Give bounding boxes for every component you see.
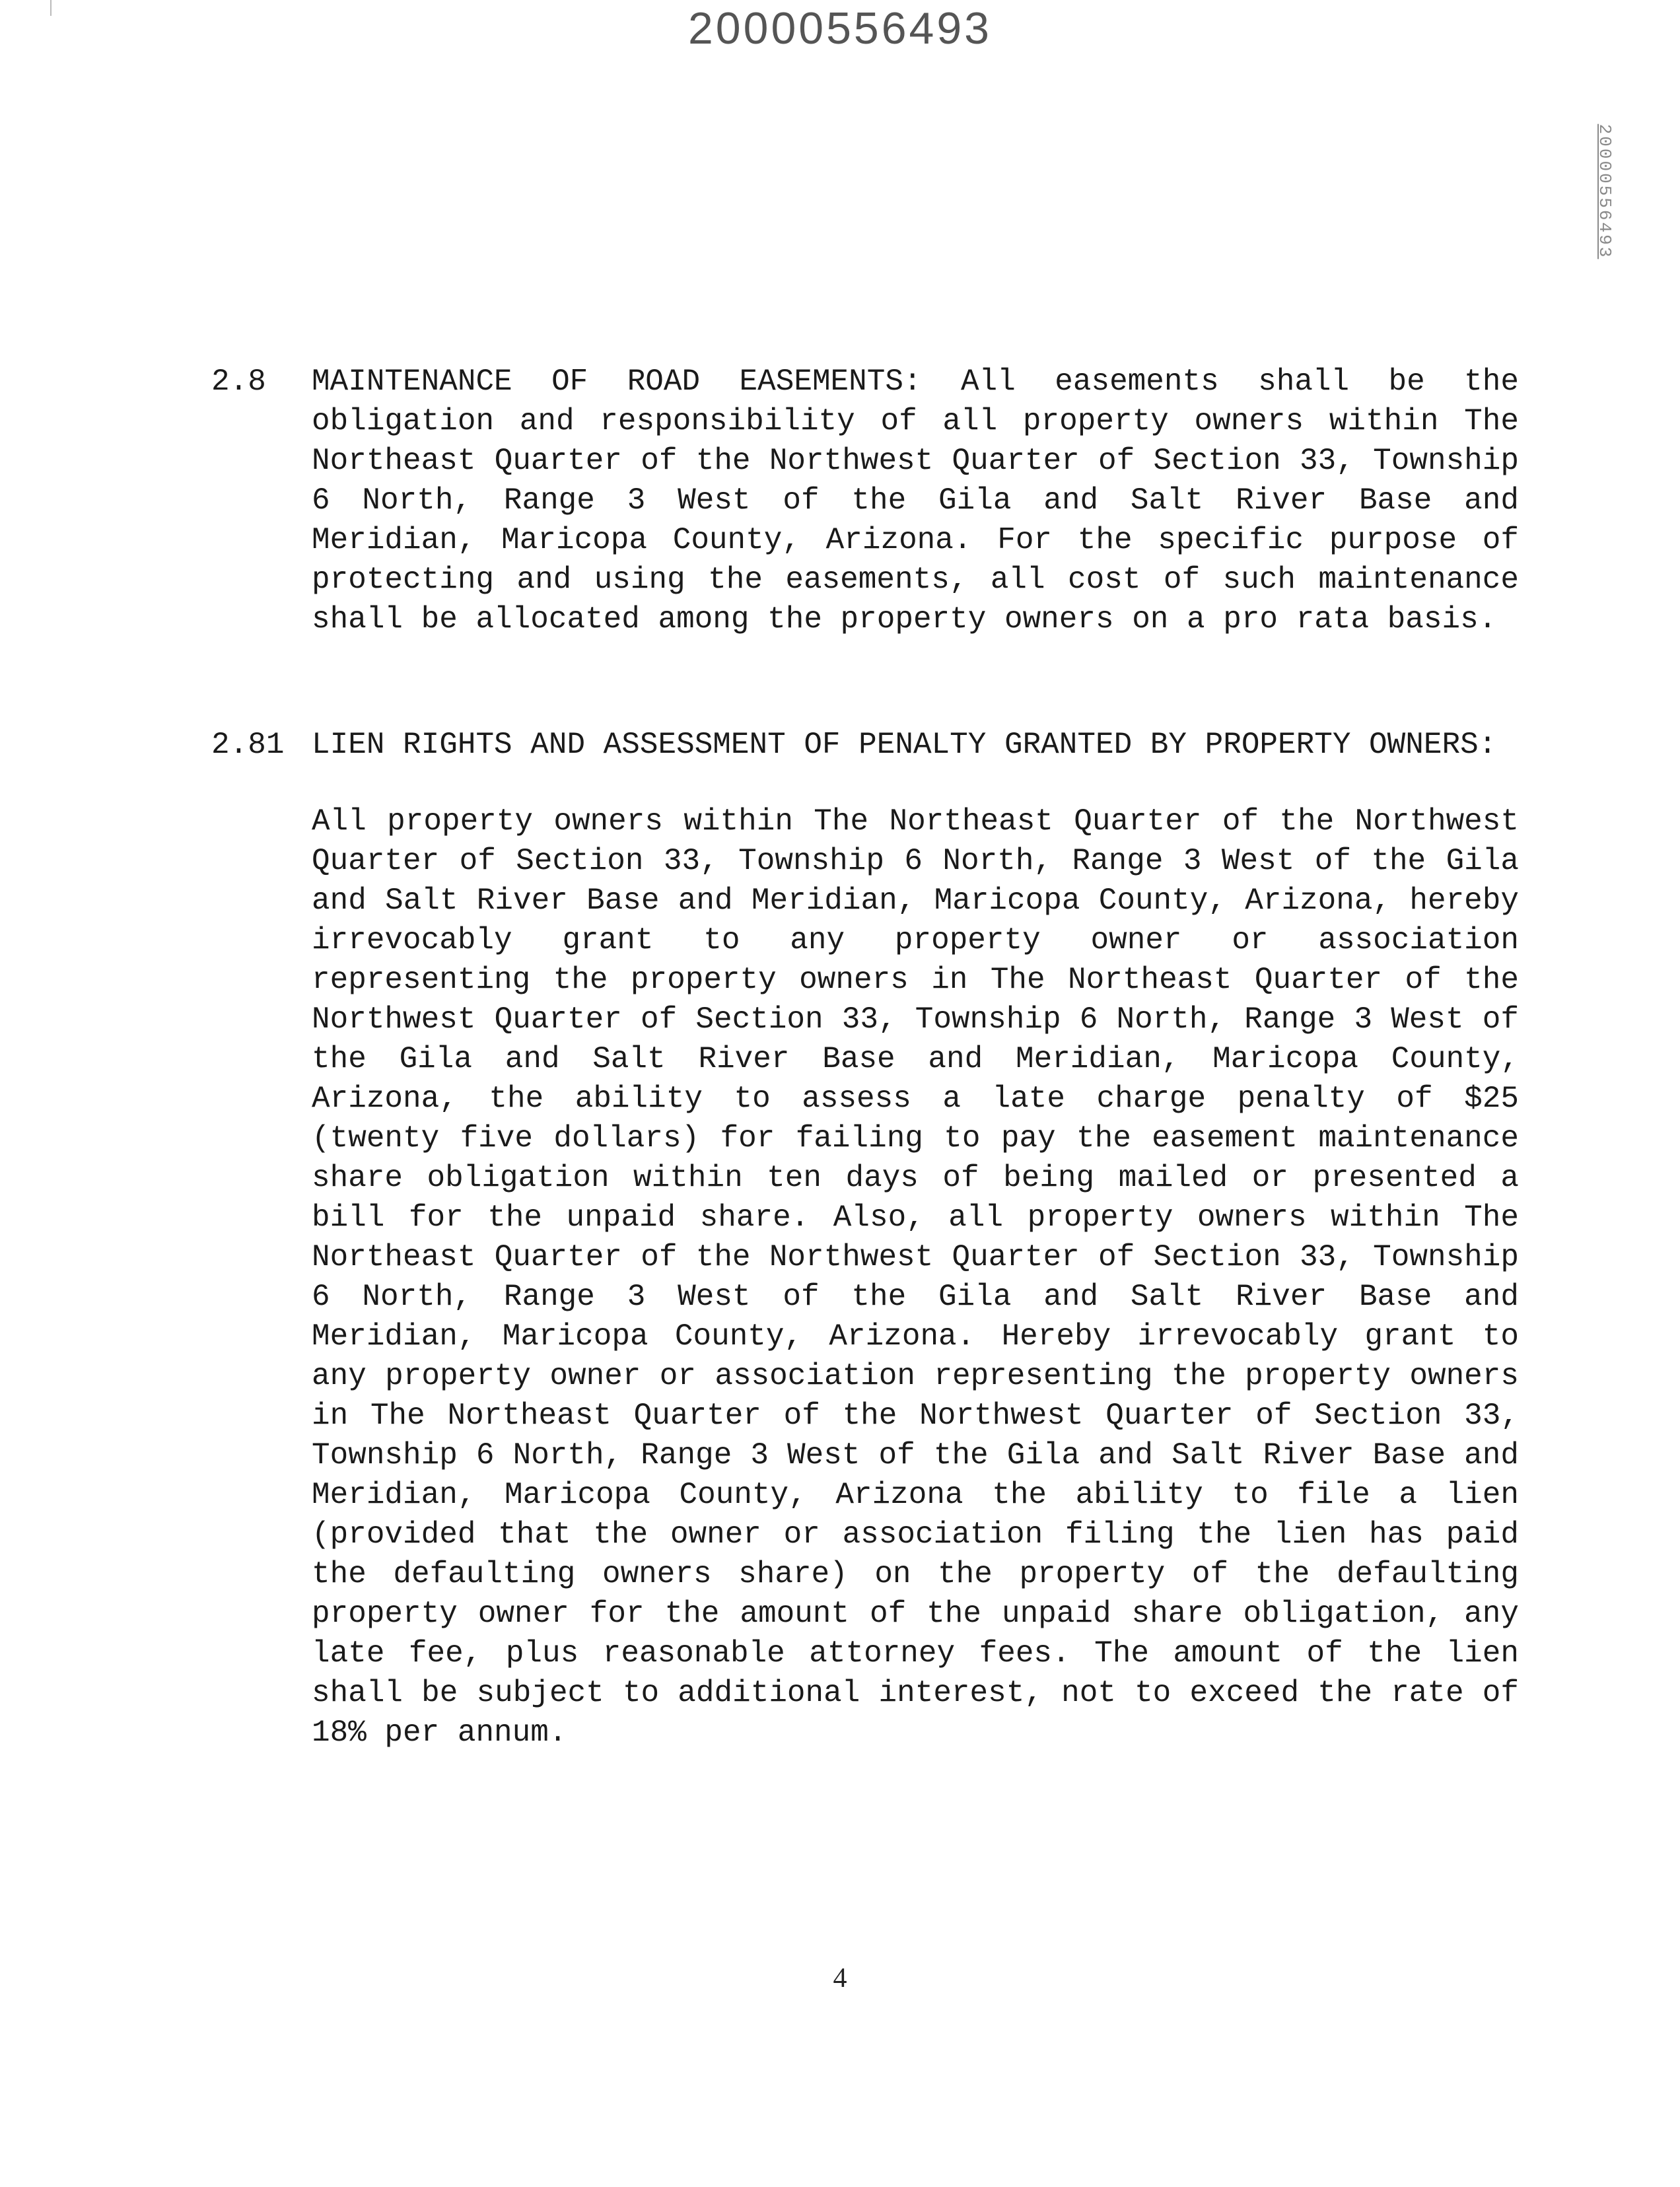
section-number: 2.81: [211, 728, 285, 762]
section-text: All property owners within The Northeast Quarter of the Northwest Quarter of Section 33, Township 6 North, Range 3 West of the Gila and Salt River Base and Meridian, Maricopa County, Arizona, hereby irrevocably grant to any property owner or association representing the property owners in The Northeast Quarter of the Northwest Quarter of Section 33, Township 6 North, Range 3 West of the Gila and Salt River Base and Meridian, Maricopa County, Arizona, the ability to assess a late charge penalty of $25 (twenty five dollars) for failing to pay the easement maintenance share obligation within ten days of being mailed or presented a bill for the unpaid share. Also, all property owners within The Northeast Quarter of the Northwest Quarter of Section 33, Township 6 North, Range 3 West of the Gila and Salt River Base and Meridian, Maricopa County, Arizona. Hereby irrevocably grant to any property owner or association representing the property owners in The Northeast Quarter of the Northwest Quarter of Section 33, Township 6 North, Range 3 West of the Gila and Salt River Base and Meridian, Maricopa County, Arizona the ability to file a lien (provided that the owner or association filing the lien has paid the defaulting owners share) on the property of the defaulting property owner for the amount of the unpaid share obligation, any late fee, plus reasonable attorney fees. The amount of the lien shall be subject to additional interest, not to exceed the rate of 18% per annum.: [312, 804, 1519, 1750]
side-stamp-text: 20000556493: [1595, 123, 1615, 260]
page-number: 4: [833, 1963, 847, 1994]
section-heading: LIEN RIGHTS AND ASSESSMENT OF PENALTY GRANTED BY PROPERTY OWNERS:: [312, 728, 1497, 762]
section-2-81: [211, 725, 1519, 1753]
side-stamp: [1585, 92, 1625, 291]
section-number: 2.8: [211, 364, 266, 399]
document-number: 20000556493: [687, 3, 992, 53]
section-2-8: [211, 362, 1519, 639]
section-body: [312, 725, 1519, 1753]
section-text: All easements shall be the obligation and responsibility of all property owners within The Northeast Quarter of the Northwest Quarter of Section 33, Township 6 North, Range 3 West of the Gila and Salt River Base and Meridian, Maricopa County, Arizona. For the specific purpose of protecting and using the easements, all cost of such maintenance shall be allocated among the property owners on a pro rata basis.: [312, 364, 1519, 637]
section-heading: MAINTENANCE OF ROAD EASEMENTS:: [312, 364, 922, 399]
section-body: [312, 362, 1519, 639]
